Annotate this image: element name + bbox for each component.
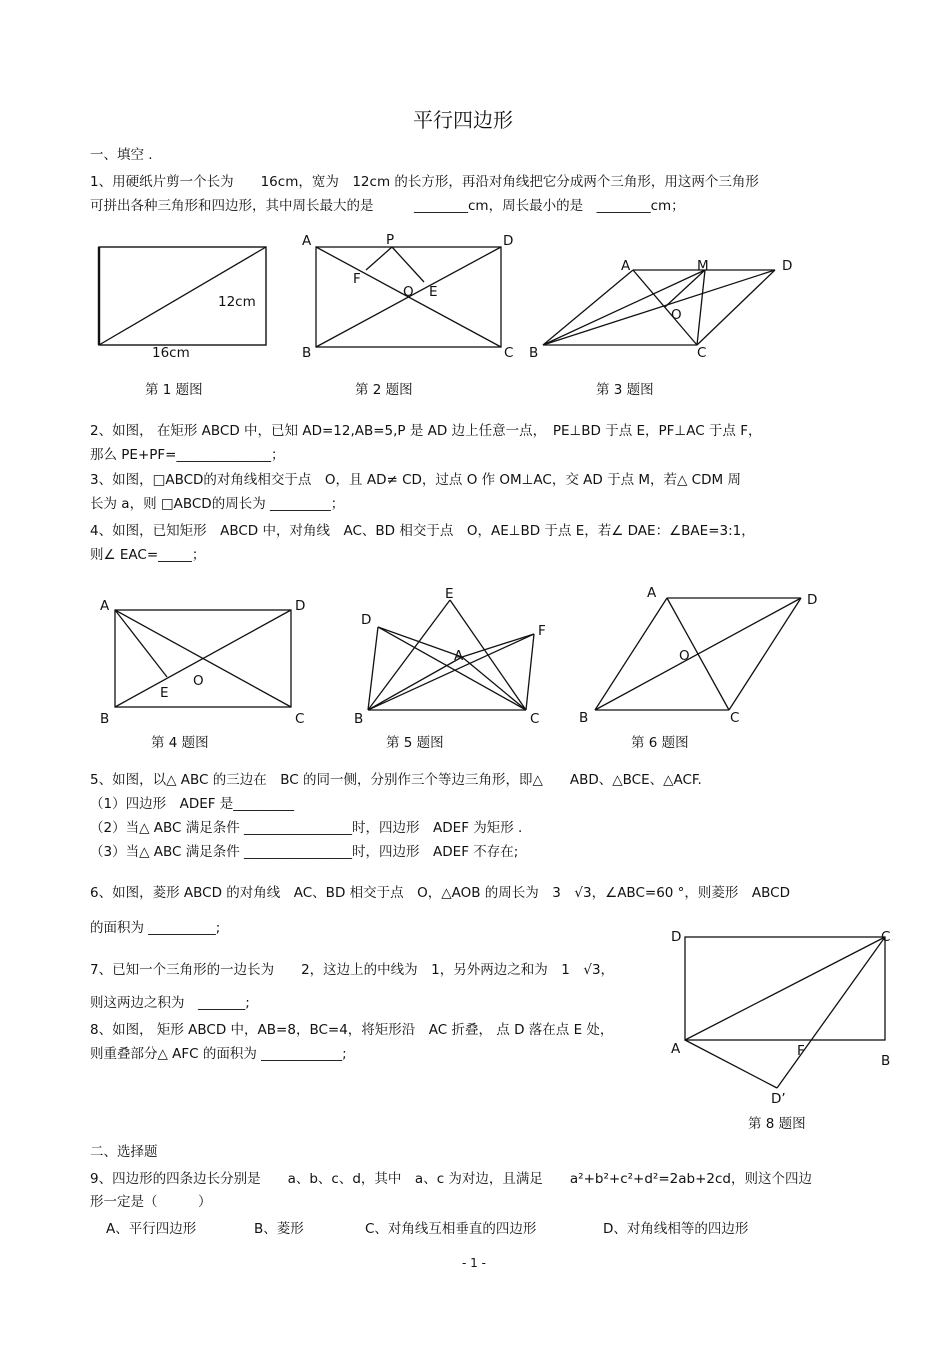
q9-option-a: A、平行四边形 [106, 1221, 197, 1237]
q3-line-2: 长为 a，则 □ABCD的周长为 _________； [90, 496, 345, 512]
page-number: - 1 - [462, 1256, 486, 1270]
fig4-label-C: C [295, 711, 305, 727]
fig2-label-D: D [503, 233, 514, 249]
fig5-label-F: F [538, 623, 546, 639]
fig2-label-F: F [353, 271, 361, 287]
fig4-label-D: D [295, 598, 306, 614]
q4-line-2: 则∠ EAC=_____； [90, 547, 206, 563]
fig6-label-O: O [679, 648, 690, 664]
fig8-label-D: D [671, 929, 682, 945]
fig2-label-O: O [403, 284, 414, 300]
figure-2 [300, 230, 530, 365]
q9-line-2: 形一定是（ ） [90, 1194, 212, 1210]
fig8-label-B: B [881, 1053, 891, 1069]
fig4-label-O: O [193, 673, 204, 689]
fig5-label-C: C [530, 711, 540, 727]
fig8-label-A: A [671, 1041, 681, 1057]
fig5-label-E: E [445, 586, 454, 602]
q5-line-2: （1）四边形 ADEF 是_________ [90, 796, 295, 812]
fig2-label-P: P [386, 232, 395, 248]
fig6-label-A: A [647, 585, 657, 601]
q9-line-1: 9、四边形的四条边长分别是 a、b、c、d，其中 a、c 为对边，且满足 a²+b²+c²+d²=2ab+2cd，则这个四边 [90, 1171, 812, 1187]
figure-6 [575, 582, 825, 727]
q9-option-d: D、对角线相等的四边形 [603, 1221, 749, 1237]
figure-1 [90, 238, 280, 368]
fig2-label-E: E [429, 284, 438, 300]
fig6-label-B: B [579, 710, 589, 726]
q9-option-b: B、菱形 [254, 1221, 304, 1237]
q6-line-1: 6、如图，菱形 ABCD 的对角线 AC、BD 相交于点 O，△AOB 的周长为 3 √3，∠ABC=60 °，则菱形 ABCD [90, 885, 790, 901]
fig5-label-A: A [454, 648, 464, 664]
fig3-label-B: B [529, 345, 539, 361]
fig5-caption: 第 5 题图 [386, 735, 444, 751]
q1-line-1: 1、用硬纸片剪一个长为 16cm，宽为 12cm 的长方形，再沿对角线把它分成两个三角形，用这两个三角形 [90, 174, 759, 190]
q2-line-2: 那么 PE+PF=______________； [90, 447, 285, 463]
fig2-caption: 第 2 题图 [355, 382, 413, 398]
figure-4 [95, 595, 315, 725]
q8-line-2: 则重叠部分△ AFC 的面积为 ____________; [90, 1046, 347, 1062]
fig3-caption: 第 3 题图 [596, 382, 654, 398]
q7-line-1: 7、已知一个三角形的一边长为 2，这边上的中线为 1，另外两边之和为 1 √3， [90, 962, 615, 978]
fig3-label-D: D [782, 258, 793, 274]
q5-line-3: （2）当△ ABC 满足条件 ________________时，四边形 ADEF 为矩形 . [90, 820, 523, 836]
q7-line-2: 则这两边之积为 _______; [90, 995, 250, 1011]
q9-option-c: C、对角线互相垂直的四边形 [365, 1221, 537, 1237]
fig4-label-A: A [100, 598, 110, 614]
fig6-caption: 第 6 题图 [631, 735, 689, 751]
fig8-label-F: F [797, 1043, 805, 1059]
q5-line-4: （3）当△ ABC 满足条件 ________________时，四边形 ADEF 不存在; [90, 844, 519, 860]
fig1-caption: 第 1 题图 [145, 382, 203, 398]
page-title: 平行四边形 [413, 108, 513, 132]
fig3-label-M: M [697, 258, 709, 274]
fig5-label-B: B [354, 711, 364, 727]
fig6-label-D: D [807, 592, 818, 608]
fig5-label-D: D [361, 612, 372, 628]
figure-5 [350, 582, 560, 727]
fig3-label-O: O [671, 307, 682, 323]
q1-line-2: 可拼出各种三角形和四边形，其中周长最大的是 ________cm，周长最小的是 ________cm； [90, 198, 685, 214]
figure-8 [665, 925, 905, 1110]
q6-line-2: 的面积为 __________; [90, 920, 221, 936]
fig3-label-C: C [697, 345, 707, 361]
fig2-label-C: C [504, 345, 514, 361]
fig2-label-B: B [302, 345, 312, 361]
q5-line-1: 5、如图，以△ ABC 的三边在 BC 的同一侧，分别作三个等边三角形，即△ ABD、△BCE、△ACF. [90, 772, 702, 788]
section-choice-heading: 二、选择题 [90, 1144, 158, 1160]
fig1-width-label: 12cm [218, 294, 256, 310]
fig4-caption: 第 4 题图 [151, 735, 209, 751]
fig2-label-A: A [302, 233, 312, 249]
fig8-caption: 第 8 题图 [748, 1116, 806, 1132]
fig8-label-Dprime: D’ [771, 1091, 786, 1107]
q2-line-1: 2、如图， 在矩形 ABCD 中，已知 AD=12,AB=5,P 是 AD 边上任意一点， PE⊥BD 于点 E，PF⊥AC 于点 F， [90, 423, 762, 439]
q3-line-1: 3、如图，□ABCD的对角线相交于点 O，且 AD≠ CD，过点 O 作 OM⊥AC，交 AD 于点 M，若△ CDM 周 [90, 472, 741, 488]
fig6-label-C: C [730, 710, 740, 726]
q8-line-1: 8、如图， 矩形 ABCD 中，AB=8，BC=4，将矩形沿 AC 折叠， 点 D 落在点 E 处， [90, 1022, 614, 1038]
q4-line-1: 4、如图，已知矩形 ABCD 中，对角线 AC、BD 相交于点 O，AE⊥BD 于点 E，若∠ DAE：∠BAE=3:1， [90, 523, 755, 539]
fig3-label-A: A [621, 258, 631, 274]
figure-3 [525, 255, 805, 365]
fig8-label-C: C [881, 929, 891, 945]
fig4-label-B: B [100, 711, 110, 727]
fig4-label-E: E [160, 685, 169, 701]
section-fill-heading: 一、填空 . [90, 147, 153, 163]
fig1-length-label: 16cm [152, 345, 190, 361]
